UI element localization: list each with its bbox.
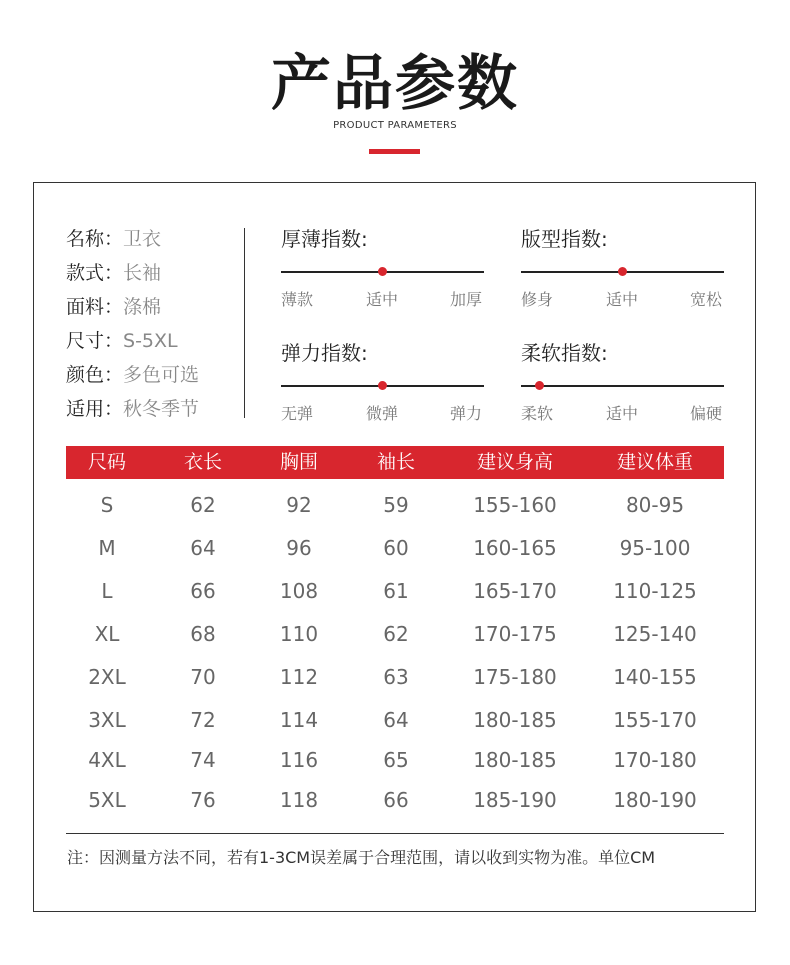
table-cell: 114 bbox=[279, 708, 319, 732]
table-cell: 66 bbox=[383, 788, 409, 812]
table-cell: 72 bbox=[190, 708, 216, 732]
table-cell: 110 bbox=[279, 622, 319, 646]
size-cell: L bbox=[101, 579, 113, 603]
table-cell: 76 bbox=[190, 788, 216, 812]
table-cell: 63 bbox=[383, 665, 409, 689]
size-cell: 2XL bbox=[88, 665, 126, 689]
table-cell: 64 bbox=[190, 536, 216, 560]
table-cell: 180-185 bbox=[473, 708, 557, 732]
header-chest: 胸围 bbox=[279, 451, 318, 473]
table-cell: 108 bbox=[279, 579, 319, 603]
table-cell: 62 bbox=[383, 622, 409, 646]
fit-label-mid: 适中 bbox=[606, 290, 639, 309]
table-cell: 140-155 bbox=[613, 665, 697, 689]
table-cell: 110-125 bbox=[613, 579, 697, 603]
fit-label-high: 宽松 bbox=[690, 290, 723, 309]
table-cell: 112 bbox=[279, 665, 319, 689]
table-cell: 65 bbox=[383, 748, 409, 772]
spec-key: 款式： bbox=[66, 262, 124, 284]
stretch-label-low: 无弹 bbox=[281, 404, 314, 423]
spec-row-color bbox=[66, 364, 199, 386]
spec-key: 名称： bbox=[66, 228, 124, 250]
table-cell: 165-170 bbox=[473, 579, 557, 603]
table-cell: 64 bbox=[383, 708, 409, 732]
spec-row-style bbox=[66, 262, 161, 284]
table-cell: 170-175 bbox=[473, 622, 557, 646]
table-cell: 74 bbox=[190, 748, 216, 772]
table-cell: 155-160 bbox=[473, 493, 557, 517]
table-cell: 175-180 bbox=[473, 665, 557, 689]
table-cell: 180-185 bbox=[473, 748, 557, 772]
spec-value: 长袖 bbox=[123, 262, 162, 284]
spec-key: 面料： bbox=[66, 296, 124, 318]
table-cell: 180-190 bbox=[613, 788, 697, 812]
size-cell: 4XL bbox=[88, 748, 126, 772]
stretch-label-mid: 微弹 bbox=[366, 404, 399, 423]
table-cell: 96 bbox=[286, 536, 312, 560]
table-cell: 61 bbox=[383, 579, 409, 603]
thickness-label-mid: 适中 bbox=[366, 290, 399, 309]
page-subtitle: PRODUCT PARAMETERS bbox=[333, 120, 457, 131]
size-table-header bbox=[66, 446, 724, 479]
title-underline bbox=[369, 149, 420, 154]
header-sleeve: 袖长 bbox=[376, 451, 415, 473]
table-cell: 62 bbox=[190, 493, 216, 517]
fit-label-low: 修身 bbox=[521, 290, 554, 309]
stretch-label-high: 弹力 bbox=[450, 404, 483, 423]
fit-index-title: 版型指数: bbox=[521, 227, 608, 251]
table-cell: 59 bbox=[383, 493, 409, 517]
table-cell: 80-95 bbox=[625, 493, 685, 517]
table-cell: 70 bbox=[190, 665, 216, 689]
softness-label-mid: 适中 bbox=[606, 404, 639, 423]
table-cell: 60 bbox=[383, 536, 409, 560]
spec-key: 适用： bbox=[66, 398, 124, 420]
softness-index-scale bbox=[521, 385, 724, 387]
softness-label-low: 柔软 bbox=[521, 404, 554, 423]
size-cell: S bbox=[100, 493, 114, 517]
spec-row-name bbox=[66, 228, 161, 250]
stretch-index-marker bbox=[378, 381, 387, 390]
table-cell: 170-180 bbox=[613, 748, 697, 772]
thickness-label-high: 加厚 bbox=[450, 290, 483, 309]
table-cell: 116 bbox=[279, 748, 319, 772]
spec-key: 尺寸： bbox=[66, 330, 124, 352]
spec-row-season bbox=[66, 398, 199, 420]
thickness-index-scale bbox=[281, 271, 484, 273]
stretch-index-title: 弹力指数: bbox=[281, 341, 368, 365]
spec-value: 多色可选 bbox=[123, 364, 200, 386]
measurement-note: 注：因测量方法不同，若有1-3CM误差属于合理范围，请以收到实物为准。单位CM bbox=[67, 848, 656, 867]
header-size: 尺码 bbox=[87, 451, 126, 473]
softness-index-marker bbox=[535, 381, 544, 390]
softness-index-title: 柔软指数: bbox=[521, 341, 608, 365]
size-cell: XL bbox=[94, 622, 120, 646]
stretch-index-scale bbox=[281, 385, 484, 387]
table-cell: 160-165 bbox=[473, 536, 557, 560]
table-cell: 185-190 bbox=[473, 788, 557, 812]
fit-index-scale bbox=[521, 271, 724, 273]
table-cell: 66 bbox=[190, 579, 216, 603]
spec-value: 涤棉 bbox=[123, 296, 162, 318]
thickness-index-title: 厚薄指数: bbox=[281, 227, 368, 251]
table-cell: 92 bbox=[286, 493, 312, 517]
thickness-index-marker bbox=[378, 267, 387, 276]
spec-row-fabric bbox=[66, 296, 161, 318]
table-cell: 125-140 bbox=[613, 622, 697, 646]
header-weight: 建议体重 bbox=[616, 451, 693, 473]
spec-divider bbox=[244, 228, 245, 418]
table-cell: 95-100 bbox=[619, 536, 691, 560]
spec-value: S-5XL bbox=[123, 330, 178, 352]
size-cell: 5XL bbox=[88, 788, 126, 812]
size-cell: M bbox=[98, 536, 116, 560]
table-cell: 118 bbox=[279, 788, 319, 812]
spec-value: 秋冬季节 bbox=[123, 398, 200, 420]
spec-row-size bbox=[66, 330, 178, 352]
header-length: 衣长 bbox=[183, 451, 222, 473]
spec-key: 颜色： bbox=[66, 364, 124, 386]
thickness-label-low: 薄款 bbox=[281, 290, 314, 309]
page-title: 产品参数 bbox=[271, 49, 519, 119]
table-cell: 68 bbox=[190, 622, 216, 646]
spec-value: 卫衣 bbox=[123, 228, 162, 250]
softness-label-high: 偏硬 bbox=[690, 404, 723, 423]
table-cell: 155-170 bbox=[613, 708, 697, 732]
fit-index-marker bbox=[618, 267, 627, 276]
note-divider bbox=[66, 833, 724, 834]
size-cell: 3XL bbox=[88, 708, 126, 732]
header-height: 建议身高 bbox=[476, 451, 553, 473]
